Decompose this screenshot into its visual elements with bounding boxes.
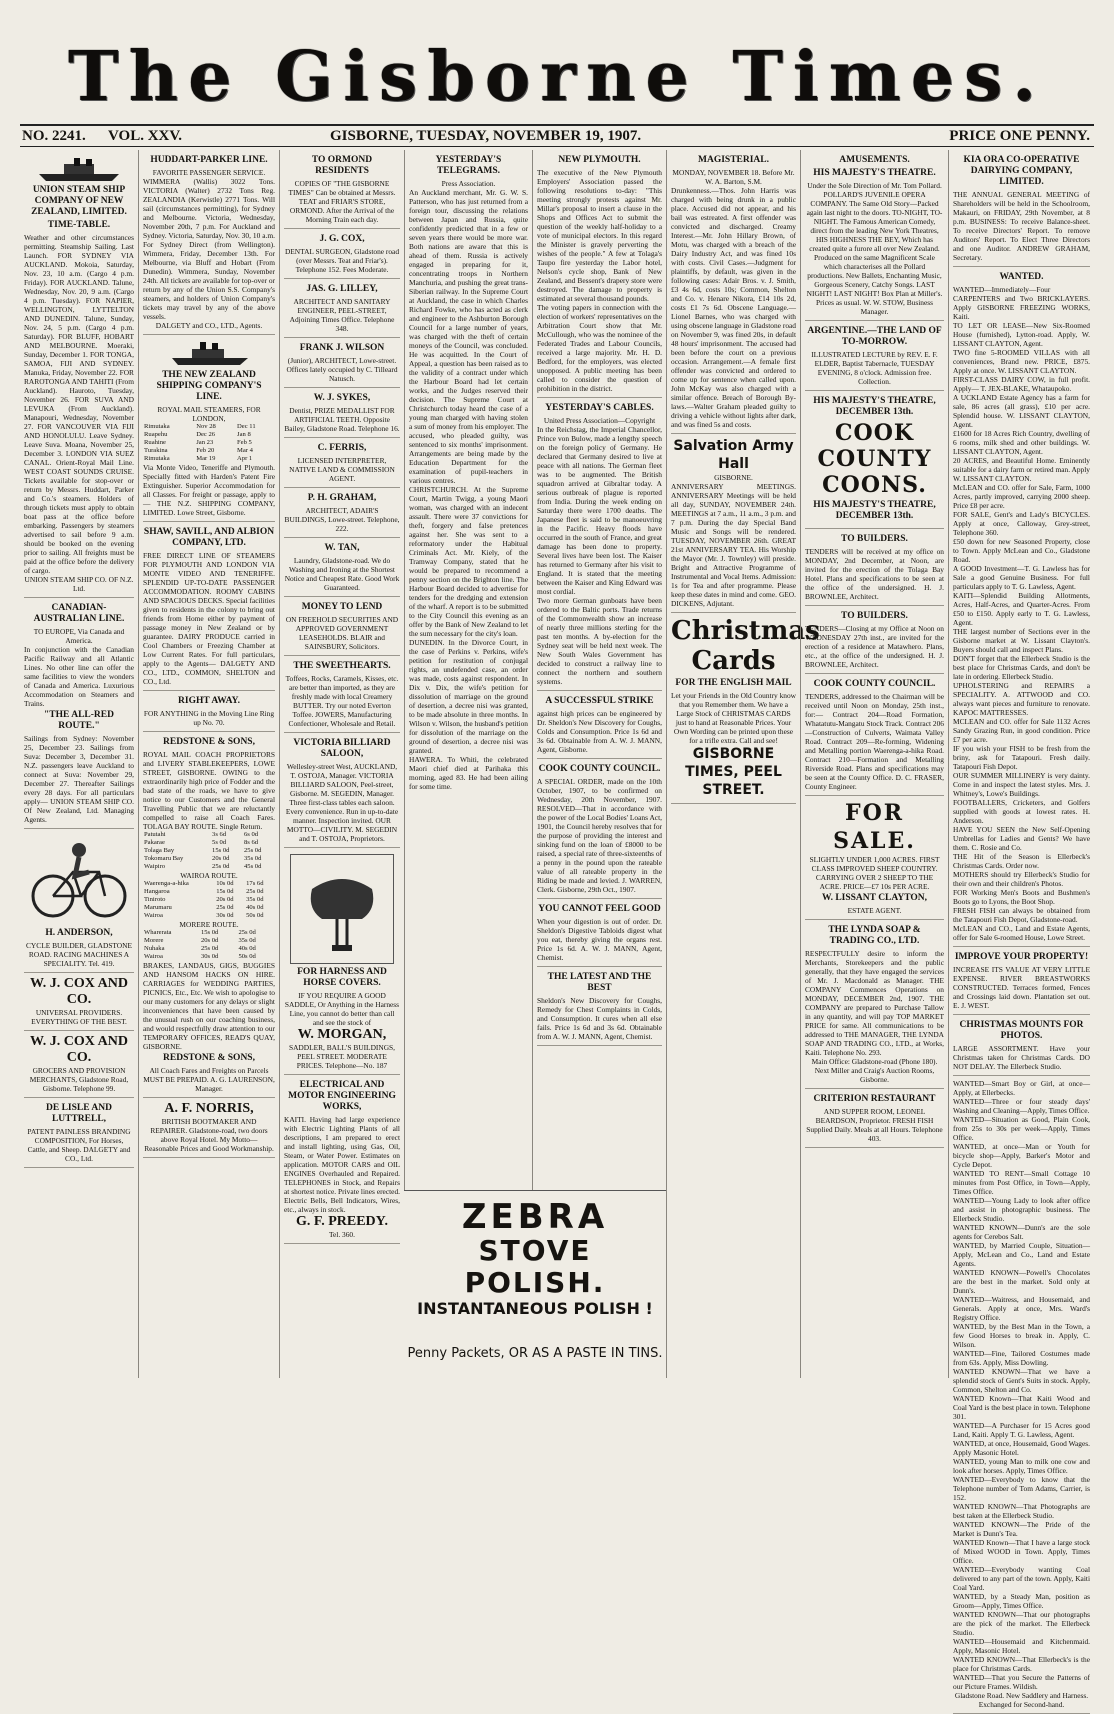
list-item: WANTED, at once—Man or Youth for bicycle shop—Apply, Barker's Motor and Cycle Depot.	[953, 1142, 1090, 1169]
lilley-architect-ad	[284, 279, 400, 338]
sailing-table	[143, 423, 275, 463]
ad-subheading: TO EUROPE, Via Canada and America.	[33, 627, 125, 645]
ad-heading: ELECTRICAL AND MOTOR ENGINEERING WORKS,	[288, 1080, 396, 1112]
table-row: Rimutaka Nov 28 Dec 11	[144, 423, 256, 430]
ad-heading: THE LYNDA SOAP & TRADING CO., LTD.	[828, 925, 921, 946]
norris-bootmaker-ad	[143, 1098, 275, 1158]
ad-body: INCREASE ITS VALUE AT VERY LITTLE EXPENSE. RIVER BREASTWORKS CONSTRUCTED. Terraces formed, Fences and Crossings laid down. Plantation set out. E. J. WEST.	[953, 965, 1090, 1010]
table-row: Waipiro 25s 0d 45s 0d	[144, 863, 262, 870]
redstone-coach-ad	[143, 732, 275, 1098]
table-row: Tiniroto 20s 0d 35s 0d	[144, 896, 264, 903]
table-row: Nuhaka 25s 0d 40s 0d	[144, 945, 256, 952]
list-item: 20 ACRES, and Beautiful Home. Eminently suitable for a dairy farm or retired man. Apply W. LISSANT CLAYTON.	[953, 456, 1090, 483]
article-heading: YESTERDAY'S CABLES.	[545, 403, 654, 413]
list-item: MCLEAN and CO. offer for Sale 1132 Acres Sandy Grazing Run, in good condition. Price £7 per acre.	[953, 717, 1090, 744]
ad-body: AND SUPPER ROOM, LEONEL BEARDSON, Proprietor. FRESH FISH Supplied Daily. Meals at all Hours. Telephone 403.	[806, 1107, 943, 1143]
improve-property-ad	[953, 947, 1090, 1015]
section-heading: WANTED.	[999, 272, 1044, 282]
ad-body: SLIGHTLY UNDER 1,000 ACRES. FIRST CLASS IMPROVED SHEEP COUNTRY. CARRYING OVER 2 SHEEP TO THE ACRE. PRICE—£7 10s PER ACRE.	[809, 855, 940, 891]
list-item: WANTED—That you Secure the Patterns of our Picture Frames. Wildish.	[953, 1673, 1090, 1691]
notice-heading: KIA ORA CO-OPERATIVE DAIRYING COMPANY, LIMITED.	[963, 155, 1080, 187]
list-item: FIRST-CLASS DAIRY COW, in full profit. Apply— T. JEX-BLAKE, Whataupoko.	[953, 375, 1090, 393]
list-item: WANTED—Situation as Good, Plain Cook, from 25s to 30s per week—Apply, Times Office.	[953, 1115, 1090, 1142]
ad-body: SADDLER, BALL'S BUILDINGS, PEEL STREET. MODERATE PRICES. Telephone—No. 187	[288, 1043, 396, 1070]
ad-heading: H. ANDERSON,	[45, 928, 113, 938]
ad-heading: MONEY TO LEND	[301, 602, 383, 612]
ad-heading: JAS. G. LILLEY,	[306, 284, 378, 294]
bicycle-icon	[24, 834, 134, 926]
ad-heading: W. J. COX AND CO.	[30, 1034, 128, 1065]
list-item: A UCKLAND Estate Agency has a farm for sale, 86 acres (all grass), £10 per acre. Splendid house. W. LISSANT CLAYTON, Agent.	[953, 393, 1090, 429]
ad-heading: SHAW, SAVILL, AND ALBION COMPANY, LTD.	[143, 527, 275, 548]
ad-body: ARCHITECT AND SANITARY ENGINEER, PEEL-STREET, Adjoining Times Office. Telephone 348.	[289, 297, 395, 333]
argentine-lecture-ad	[805, 321, 944, 391]
amusements-section	[805, 150, 944, 321]
ad-heading: P. H. GRAHAM,	[307, 493, 377, 503]
list-item: WANTED, by Married Couple, Situation—Apply, McLean and Co., Land and Estate Agents.	[953, 1241, 1090, 1268]
table-row: Turakina Feb 20 Mar 4	[144, 447, 253, 454]
cables-article	[537, 398, 662, 691]
ad-body: In conjunction with the Canadian Pacific Railway and all Atlantic Lines. No other line can offer the same facilities to view the wonders of Canada and America. Luxurious Accommodation on Steamers and Trains.	[24, 645, 134, 708]
kia-ora-notice	[953, 150, 1090, 267]
ad-body: PATENT PAINLESS BRANDING COMPOSITION, For Horses, Cattle, and Sheep. DALGETY and CO., Ltd.	[27, 1127, 131, 1163]
ad-body: When your digestion is out of order. Dr. Sheldon's Digestive Tabloids digest what you eat, thereby giving the organs rest. Price 1s 6d. A. W. J. MANN, Agent, Chemist.	[537, 917, 662, 962]
ad-body: Dentist, PRIZE MEDALLIST FOR ARTIFICIAL TEETH. Opposite Bailey, Gladstone Road. Telephone 16.	[284, 406, 400, 433]
ad-heading: DE LISLE AND LUTTRELL,	[46, 1103, 112, 1124]
table-row: Hangaroa 15s 0d 25s 0d	[144, 888, 264, 895]
ad-body: WIMMERA (Wallis) 3022 Tons. VICTORIA (Walter) 2732 Tons Reg. ZEALANDIA (Kerwistle) 2771 Tons. Will sail (circumstances permitting), for Sydney and Melbourne. Victoria, Wednesday, November 20th, 7 p.m. For Auckland and Sydney. Victoria, Saturday, Nov. 30, 10 a.m. For Sydney Direct (from Wellington). Wimmera, Friday, December 13th. For Melbourne, via Bluff and Hobart (From Dunedin). Wimmera, Sunday, November 24th. All tickets are available for top-over or return by any of the Union S.S. Company's steamers, and holders of Union Company's tickets may travel by any of the above vessels.	[143, 177, 275, 321]
ad-heading: CHRISTMAS MOUNTS FOR PHOTOS.	[959, 1020, 1084, 1041]
list-item: THE Hit of the Season is Ellerbeck's Christmas Cards. Order now.	[953, 852, 1090, 870]
list-item: WANTED—Smart Boy or Girl, at once—Apply, at Ellerbecks.	[953, 1079, 1090, 1097]
list-item: WANTED—Immediately—Four CARPENTERS and Two BRICKLAYERS. Apply GISBORNE FREEZING WORKS, Kaiti.	[953, 285, 1090, 321]
ad-body: Main Office: Gladstone-road (Phone 180). Next Miller and Craig's Auction Rooms, Gisborne.	[811, 1057, 938, 1084]
ad-body: Tel. 360.	[329, 1230, 355, 1239]
table-row: Ruapehu Dec 26 Jan 8	[144, 431, 251, 438]
cook-county-coons-ad	[805, 391, 944, 529]
ad-heading: RIGHT AWAY.	[178, 696, 240, 706]
list-item: WANTED KNOWN—That our photographs are the pick of the market. The Ellerbeck Studio.	[953, 1610, 1090, 1637]
ad-heading: HIS MAJESTY'S THEATRE.	[813, 168, 936, 178]
christmas-cards-ad	[671, 613, 820, 804]
list-item: WANTED—Fine, Tailored Costumes made from 63s. Apply, Miss Dowling.	[953, 1349, 1090, 1367]
list-item: WANTED Known—That I have a large stock of Mixed WOOD in Town. Apply, Times Office.	[953, 1538, 1090, 1565]
ad-heading: G. F. PREEDY.	[296, 1214, 388, 1229]
ad-body: TENDERS—Closing at my Office at Noon on WEDNESDAY 27th inst., are invited for the erection of a residence at Matawhero. Plans, etc., at the office of the undersigned. H. J. BROWNLEE, Architect.	[805, 624, 944, 669]
notice-body: A SPECIAL ORDER, made on the 10th October, 1907, to be confirmed on Wednesday, 20th November, 1907. RESOLVED—That in accordance with the power of the Local Bodies' Loans Act, 1901, the Council hereby resolves that for the purpose of providing the interest and sinking fund on the loan of £8000 to be raised, a special rate of three-sixteenths of a penny in the pound upon the rateable value of all rateable property in the Riding be made and levied. J. WARREN, Clerk. Gisborne, 29th Oct., 1907.	[537, 777, 662, 894]
ad-body: Under the Sole Direction of Mr. Tom Pollard. POLLARD'S JUVENILE OPERA COMPANY. The Same Old Story—Packed again last night to the doors. TO-NIGHT, TO-NIGHT. The Famous American Comedy, direct from the leading New York Theatres, HIS HIGHNESS THE BEY, Which has created quite a furore all over New Zealand. Produced on the same Magnificent Scale which characterises all the Pollard productions. New Ballets, Enchanting Music, Gorgeous Scenery, Catchy Songs. LAST NIGHT! LAST NIGHT! Box Plan at Miller's. Prices as usual. W. W. STOW, Business Manager.	[806, 181, 943, 316]
ad-body: against high prices can be engineered by Dr. Sheldon's New Discovery for Coughs, Colds and Consumption. Price 1s 6d and 3s 6d. Obtainable from A. W. J. MANN, Agent, Gisborne.	[537, 709, 662, 754]
ad-heading: W. MORGAN,	[297, 1027, 387, 1042]
union-steam-ad	[24, 150, 134, 598]
table-row: Wairoa 30s 0d 50s 0d	[144, 953, 256, 960]
table-row: Marumaru 25s 0d 40s 0d	[144, 904, 264, 911]
for-sale-ad	[805, 796, 944, 920]
ad-tagline: INSTANTANEOUS POLISH !	[417, 1299, 653, 1318]
ad-body: ROYAL MAIL COACH PROPRIETORS and LIVERY STABLEKEEPERS, LOWE STREET, GISBORNE. OWING to the extraordinarily high price of Fodder and the bad state of the roads, we have to give notice to our Customers and the General Travelling Public that we are reluctantly compelled to raise all Coach Fares. TOLAGA BAY ROUTE. Single Return.	[143, 750, 275, 831]
ad-heading: IMPROVE YOUR PROPERTY!	[954, 952, 1089, 962]
steamship-icon	[24, 155, 134, 183]
ad-heading: W. J. SYKES,	[313, 393, 371, 403]
table-row: Ruahine Jan 23 Feb 5	[144, 439, 252, 446]
article-body: CHRISTCHURCH. At the Supreme Court, Martin Twigg, a young Maori woman, was charged with an indecent assault. There were 37 convictions for theft, forgery and false pretences against her. She was sent to a reformatory under the Habitual Criminals Act. Mr. Kiely, of the Tramway Company, stated that he would be prepared to recommend a penny section on the Brighton line. The Harbour Board decided to advertise for tenders for the dredging and extension of the wharf. A report is to be submitted to the City Council this evening as an offer by the Bank of New Zealand to let the sum necessary for the city's loan.	[409, 485, 528, 638]
cannot-feel-good-ad	[537, 899, 662, 967]
list-item: WANTED KNOWN—Dunn's are the sole agents for Cerebos Salt.	[953, 1223, 1090, 1241]
ad-body: KAITI. Having had large experience with Electric Lighting Plants of all descriptions, I am prepared to erect and install lighting, using Gas, Oil, Steam, or Water Power. Estimates on application. MOTOR CARS and OIL ENGINES Overhauled and Repaired. TELEPHONES in Stock, and Repairs at shortest notice. Private lines erected. Electric Bells, Bell Indicators, Wires, etc., always in stock.	[284, 1115, 400, 1214]
list-item: TO LET OR LEASE—New Six-Roomed House (furnished), Lytton-road. Apply, W. LISSANT CLAYTON, Agent.	[953, 321, 1090, 348]
list-item: FOOTBALLERS, Cricketers, and Golfers supplied with goods at lowest rates. H. Anderson.	[953, 798, 1090, 825]
article-body: In the Reichstag, the Imperial Chancellor, Prince von Bulow, made a lengthy speech on the foreign policy of Germany. He declared that Germany desired to live at peace with all nations. The German fleet was to be augmented. The British squadron arrived at Gibraltar today. A serious outbreak of plague is reported from India. During the week ending on Saturday there were 1700 deaths. The Japanese fleet is said to be manoeuvring in the Pacific. Heavy floods have occurred in the south of France, and great damage has been done to property. Several lives have been lost. The Kaiser has returned to Germany after his visit to England. It is stated that the meeting between the Kaiser and King Edward was most cordial.	[537, 425, 662, 596]
list-item: WANTED—A Purchaser for 15 Acres good Land, Kaiti. Apply T. G. Lawless, Agent.	[953, 1421, 1090, 1439]
article-heading: NEW PLYMOUTH.	[558, 155, 641, 165]
columns	[20, 150, 1094, 1709]
ad-heading: C. FERRIS,	[317, 443, 367, 453]
builders-tender-ad	[805, 529, 944, 606]
cox-dental-ad	[284, 229, 400, 279]
list-item: WANTED—Housemaid and Kitchenmaid. Apply, Masonic Hotel.	[953, 1637, 1090, 1655]
new-plymouth-article	[537, 150, 662, 398]
cox-grocers-ad	[24, 1031, 134, 1098]
builders-tender-ad-2	[805, 606, 944, 674]
issue-date: GISBORNE, TUESDAY, NOVEMBER 19, 1907.	[330, 128, 642, 144]
list-item: WANTED, by the Best Man in the Town, a few Good Horses to break in. Apply, C. Wilson.	[953, 1322, 1090, 1349]
article-body: The executive of the New Plymouth Employers' Association passed the following resolutions to-day: "This meeting strongly protests against Mr. Millar's proposal to insert a clause in the Shops and Offices Act to submit the question of the weekly half-holiday to a vote of municipal electors. In this regard the Minister is gravely perverting the wishes of the people." A few at Tolaga's Taupo fire yesterday the Labor hotel, Nelson's cycle shop, Bank of New Zealand, and Bessent's drapery store were destroyed. The damage to property is estimated at several thousand pounds.	[537, 168, 662, 303]
article-body: Drunkenness.—Thos. John Harris was charged with being drunk in a public place. Accused did not appear, and his bail was estreated. A first offender was convicted and discharged. Creamy Interest.—Mr. John Hillary Brown, of Motu, was charged with a breach of the Dairy Industry Act, and was fined 10s with costs. Civil Cases.—Judgment for plaintiffs, by default, was given in the following cases: Adair Bros. v. J. Smith, £3 4s 6d, costs 10s; Common, Shelton and Co. v. Henare Nikora, £14 10s 2d, costs £1 7s 6d. Obscene Language.—Lionel Barnes, who was charged with using obscene language in Gladstone road on November 9, was fined 20s, in default 48 hours' imprisonment. The accused had been before the court on a previous occasion. Arrangement.—A female first offender was convicted and ordered to come up for sentence when called upon. John McKay was also charged with a similar offence. Breach of Borough By-laws.—Walter Graham pleaded guilty to driving a vehicle without lights after dark, and was fined 5s and costs.	[671, 186, 796, 429]
fare-table-tolaga	[143, 831, 275, 871]
ad-heading: REDSTONE & SONS,	[163, 737, 255, 747]
ad-heading: Salvation Army Hall	[673, 438, 794, 472]
list-item: WANTED KNOWN—That Photographs are best taken at the Ellerbeck Studio.	[953, 1502, 1090, 1520]
list-item: WANTED TO RENT—Small Cottage 10 minutes from Post Office, in Town—Apply, Times Office.	[953, 1169, 1090, 1196]
ad-body: DENTAL SURGEON, Gladstone road (over Messrs. Teat and Friar's). Telephone 152. Fees Moderate.	[284, 247, 400, 274]
electrical-works-ad	[284, 1075, 400, 1244]
list-item: IF you wish your FISH to be fresh from the briny, ask for Tatapouri. Fresh daily. Tatapouri Fish Depot.	[953, 744, 1090, 771]
ad-body: FREE DIRECT LINE OF STEAMERS FOR PLYMOUTH AND LONDON VIA MONTE VIDEO AND TENERIFFE. SPLENDID UP-TO-DATE PASSENGER ACCOMMODATION. ROOMY CABINS AND SPACIOUS DECKS. Special facilities given to residents in the colony to bring out friends from Home either by payment of passage money in New Zealand or by guarantee. DAIRY PRODUCE carried in Cool Chambers or Freezing Chamber at Low Current Rates. For full particulars, apply to the Agents— DALGETY AND CO., LTD., COMMON, SHELTON and CO., Ltd.	[143, 551, 275, 686]
volume-number: VOL. XXV.	[108, 128, 183, 144]
list-item: FOR SALE, Gent's and Lady's BICYCLES. Apply at once, Calloway, Grey-street, Telephone 360.	[953, 510, 1090, 537]
column-3	[279, 150, 404, 1378]
price: PRICE ONE PENNY.	[949, 128, 1090, 144]
ad-body: ILLUSTRATED LECTURE by REV. E. F. ELDER, Baptist Tabernacle, TUESDAY EVENING, 8 o'clock. Admission free. Collection.	[811, 350, 938, 386]
cox-universal-ad	[24, 973, 134, 1031]
ferris-interpreter-ad	[284, 438, 400, 488]
list-item: £1600 for 18 Acres Rich Country, dwelling of 6 rooms, milk shed and other buildings. W. LISSANT CLAYTON, Agent.	[953, 429, 1090, 456]
list-item: TWO fine 5-ROOMED VILLAS with all conveniences, Brand new. PRICE, £875. Apply at once. W. LISSANT CLAYTON.	[953, 348, 1090, 375]
list-item: WANTED, at once, Housemaid, Good Wages. Apply Masonic Hotel.	[953, 1439, 1090, 1457]
issue-number: NO. 2241.	[22, 128, 86, 144]
ad-heading: THE NEW ZEALAND SHIPPING COMPANY'S LINE.	[156, 370, 262, 402]
ad-body: Toffees, Rocks, Caramels, Kisses, etc. are better than imported, as they are freshly made with local Creamery BUTTER. Try our noted Everton Toffee. JOWERS, Manufacturing Confectioner, Wholesale and Retail.	[285, 674, 399, 728]
ad-subheading: FOR THE ENGLISH MAIL	[675, 678, 792, 688]
ad-subheading: "THE ALL-RED ROUTE."	[44, 710, 114, 731]
christmas-mounts-ad	[953, 1015, 1090, 1076]
ad-body: Laundry, Gladstone-road. We do Washing and Ironing at the Shortest Notice and Cheapest Rate. Good Work Guaranteed.	[284, 556, 400, 592]
table-row: Morere 20s 0d 35s 0d	[144, 937, 256, 944]
article-body: Two more German gunboats have been ordered to the Baltic ports. Trade returns of the Commonwealth show an increase of nearly three millions sterling for the past ten months. A by-election for the Sydney seat will be held next week. The New South Wales Government has decided to construct a railway line to connect the northern and southern systems.	[537, 596, 662, 686]
graham-architect-ad	[284, 488, 400, 538]
ad-body: Via Monte Video, Teneriffe and Plymouth. Specially fitted with Harden's Patent Fire Extinguisher. Superior Accommodation for all Classes. For freight or passage, apply to— THE N.Z. SHIPPING COMPANY, LIMITED. Lowe Street, Gisborne.	[143, 463, 275, 517]
table-row: Wairoa 30s 0d 50s 0d	[144, 912, 264, 919]
ad-heading: TO ORMOND RESIDENTS	[311, 155, 373, 176]
route-heading: WAIROA ROUTE.	[180, 871, 238, 880]
list-item: WANTED, by a Steady Man, position as Groom—Apply, Times Office.	[953, 1592, 1090, 1610]
list-item: WANTED KNOWN—The Pride of the Market is Dunn's Tea.	[953, 1520, 1090, 1538]
ad-heading: Christmas Cards	[671, 616, 820, 676]
ad-body: GROCERS AND PROVISION MERCHANTS, Gladstone Road, Gisborne. Telephone 99.	[29, 1066, 129, 1093]
ad-heading: CANADIAN-AUSTRALIAN LINE.	[33, 603, 125, 624]
ad-heading: CRITERION RESTAURANT	[813, 1094, 936, 1104]
table-row: Patutahi 3s 6d 6s 0d	[144, 831, 259, 838]
ad-subheading: TIME-TABLE.	[47, 220, 111, 230]
list-item: FRESH FISH can always be obtained from the Tatapouri Fish Depot, Gladstone-road.	[953, 906, 1090, 924]
ad-body: Sheldon's New Discovery for Coughs, Remedy for Chest Complaints in Colds, and Consumption. It cures when all else fails. Price 1s 6d and 3s 6d. Obtainable from A. W. J. MANN, Agent, Chemist.	[537, 996, 662, 1041]
zebra-polish-ad	[404, 1190, 666, 1378]
table-row: Wharerata 15s 0d 25s 0d	[144, 929, 256, 936]
successful-strike-ad	[537, 691, 662, 759]
column-6	[666, 150, 820, 1378]
ad-heading: W. J. COX AND CO.	[30, 976, 128, 1007]
ad-body: ANNIVERSARY MEETINGS. ANNIVERSARY Meetings will be held all day, SUNDAY, NOVEMBER 24th. MEETINGS at 7 a.m., 11 a.m., 3 p.m. and 7 p.m. During the day Special Band Music and Songs will be rendered. TUESDAY, NOVEMBER 26th. GREAT 21st ANNIVERSARY TEA. His Worship the Mayor (Mr. J. Townley) will preside. Bright and Attractive Programme of Instrumental and Vocal Items. Admission: 1s for Tea and after programme. Please keep these dates in mind and come. GEO. DICKENS, Adjutant.	[671, 482, 796, 608]
ad-heading: A. F. NORRIS,	[164, 1101, 254, 1116]
article-subheading: United Press Association—Copyright	[543, 416, 656, 425]
ad-heading: THE LATEST AND THE BEST	[547, 972, 652, 993]
route-heading: MORERE ROUTE.	[179, 920, 239, 929]
anderson-cycle-ad	[24, 829, 134, 973]
ad-heading: J. G. COX,	[319, 234, 365, 244]
list-item: WANTED Known—That Kaiti Wood and Coal Yard is the best place in town. Telephone 301.	[953, 1394, 1090, 1421]
article-heading: MAGISTERIAL.	[698, 155, 769, 165]
notice-body: THE ANNUAL GENERAL MEETING of Shareholders will be held in the Schoolroom, Makauri, on FRIDAY, 29th November, at 8 p.m. BUSINESS: To receive Balance-sheet. To receive Directors' Report. To remove Auditors' Report. To Elect Three Directors and one Auditor. ANDREW GRAHAM, Secretary.	[953, 190, 1090, 262]
list-item: WANTED KNOWN—That Ellerbeck's is the place for Christmas Cards.	[953, 1655, 1090, 1673]
money-to-lend-ad	[284, 597, 400, 656]
ad-body: UNIVERSAL PROVIDERS. EVERYTHING OF THE BEST.	[31, 1008, 127, 1026]
list-item: WANTED KNOWN—That we have a splendid stock of Gent's Suits in stock. Apply, Common, Shelton and Co.	[953, 1367, 1090, 1394]
list-item: UPHOLSTERING and REPAIRS a SPECIALITY. A. ATTWOOD and CO. always want pieces and furniture to renovate. KAPOC MATTRESSES.	[953, 681, 1090, 717]
ad-body: BRITISH BOOTMAKER AND REPAIRER. Gladstone-road, two doors above Royal Hotel. My Motto— Reasonable Prices and Good Workmanship.	[144, 1117, 274, 1153]
list-item: WANTED KNOWN—Powell's Chocolates are the best in the market. Sold only at Dunn's.	[953, 1268, 1090, 1295]
notice-heading: COOK COUNTY COUNCIL.	[813, 679, 936, 689]
article-body: The voting papers in connection with the election of workers' representatives on the Arbitration Court show that Mr. McCullough, who was the nominee of the Federated Trades and Labour Councils, received a large majority. Mr. H. D. Bedford, for the employers, was elected unopposed. A public meeting has been called to consider the question of prohibition in the district.	[537, 303, 662, 393]
fare-table-morere	[143, 929, 275, 961]
column-1	[20, 150, 138, 1378]
ad-heading: VICTORIA BILLIARD SALOON,	[293, 738, 391, 759]
sweethearts-ad	[284, 656, 400, 733]
lynda-soap-ad	[805, 920, 944, 1089]
ad-body: TENDERS will be received at my office on MONDAY, 2nd December, at Noon, are invited for the erection of the Tolaga Bay Hotel. Plans and specifications to be seen at the office of the undersigned. H. J. BROWNLEE, Architect.	[805, 547, 944, 601]
article-heading: YESTERDAY'S TELEGRAMS.	[435, 155, 502, 176]
ad-body: CYCLE BUILDER, GLADSTONE ROAD. RACING MACHINES A SPECIALITY. Tel. 419.	[26, 941, 132, 968]
list-item: THE largest number of Sections ever in the Gisborne market at W. Lissant Clayton's. Buyers should call and inspect Plans.	[953, 627, 1090, 654]
ad-signature: W. LISSANT CLAYTON,	[821, 893, 928, 903]
column-2	[138, 150, 279, 1378]
article-body: HAWERA. To Whiti, the celebrated Maori chief died at Parihaka this morning, aged 83. He had been ailing for some time.	[409, 755, 528, 791]
saddle-icon	[290, 854, 394, 964]
list-item: KAITI—Splendid Building Allotments, Acres, Half-Acres, and Quarter-Acres. From £50 to £150. Apply early to T. G. Lawless, Agent.	[953, 591, 1090, 627]
ad-signature: DALGETY and CO., LTD., Agents.	[155, 321, 263, 330]
list-item: McLEAN and CO., Land and Estate Agents, offer for Sale 6-roomed House, Lowe Street.	[953, 924, 1090, 942]
wilson-architect-ad	[284, 338, 400, 388]
list-item: A GOOD Investment—T. G. Lawless has for Sale a good Genuine Business. For full particulars apply to T. G. Lawless, Agent.	[953, 564, 1090, 591]
ad-body: Weather and other circumstances permitting. Steamship Sailing. Last Launch. FOR SYDNEY VIA AUCKLAND. Mokoia, Saturday, Nov. 23, 10 a.m. (Cargo 4 p.m. Friday). FOR AUCKLAND. Talune, Wednesday, Nov. 20, 9 a.m. (Cargo 4 p.m. Tuesday). FOR NAPIER, WELLINGTON, LYTTELTON AND DUNEDIN. Talune, Sunday, Nov. 24, 5 p.m. (Cargo 4 p.m. Saturday). FOR BLUFF, HOBART AND MELBOURNE. Moeraki, Sunday, December 1. FOR TONGA, SAMOA, FIJI AND SYDNEY. Manuka, Friday, November 22. FOR RAROTONGA AND TAHITI (From Auckland). Hauroto, Tuesday, November 26. FOR SUVA AND LEVUKA (From Auckland). Manapouri, Wednesday, November 27. FOR VANCOUVER VIA FIJI AND HONOLULU. Leave Sydney. Leave Suva. Moana, November 25, December 3. LONDON VIA SUEZ CANAL. Orient-Royal Mail Line. WEST COAST SOUNDS CRUISE. Tickets available for stop-over or return by Messrs. Huddart, Parker and Co.'s steamers. Holders of through tickets must apply to obtain boat pass at the office before embarking. Passengers by steamers advertised to sail before 9 a.m. should be booked on the evening prior to sailing. All freights must be paid at the office before the delivery of cargo.	[24, 233, 134, 575]
list-item: OUR SUMMER MILLINERY is very dainty. Come in and inspect the latest styles. Mrs. J. Whitney's, Lowe's Buildings.	[953, 771, 1090, 798]
list-item: WANTED, young Man to milk one cow and look after horses. Apply, Times Office.	[953, 1457, 1090, 1475]
ad-subheading: ROYAL MAIL STEAMERS, FOR LONDON,	[157, 405, 261, 423]
tan-laundry-ad	[284, 538, 400, 597]
ad-heading: HIS MAJESTY'S THEATRE, DECEMBER 13th.	[813, 500, 936, 521]
wanted-right-column	[953, 1076, 1090, 1714]
right-away-ad	[143, 691, 275, 732]
section-heading: AMUSEMENTS.	[839, 155, 910, 165]
ormond-residents-ad	[284, 150, 400, 229]
ad-body: FOR ANYTHING in the Moving Line Ring up No. 70.	[143, 709, 275, 727]
ad-signature: GISBORNE TIMES, PEEL STREET.	[685, 746, 782, 798]
wanted-column	[953, 267, 1090, 947]
ad-body: IF YOU REQUIRE A GOOD SADDLE, Or Anything in the Harness Line, you cannot do better than call and see the stock of	[284, 991, 400, 1027]
telegrams-article	[409, 150, 528, 1192]
list-item: WANTED—Three or four steady days' Washing and Cleaning—Apply, Times Office.	[953, 1097, 1090, 1115]
article-body: An Auckland merchant, Mr. G. W. S. Patterson, who has just returned from a foreign tour, discussing the relations between Japan and Russia, quite confidently predicted that in a few or seven years there would be more war. Both nations are aware that this is ahead of them. Russia is actively engaged in preparing for it, concentrating troops in Northern Manchuria, and pushing the great trans-Siberian railway. In the Supreme Court at Auckland, the case in which Charles Richard Fowke, who has acted as clerk and engineer to the Ashburton Borough Council for a large number of years, was charged with the theft of certain moneys of the Council, was concluded. He was acquitted. In the Court of Appeal, a question has been raised as to the validity of a contract under which the Harbour Board had let certain works, and the Judges reserved their decision. The Supreme Court at Christchurch today heard the case of a young man charged with having stolen a sum of money from his employer. The accused, who pleaded guilty, was sentenced to six months' imprisonment. Arrangements are being made by the Education Department for the examination of pupil-teachers in various centres.	[409, 188, 528, 485]
criterion-restaurant-ad	[805, 1089, 944, 1148]
ad-heading: ZEBRA	[461, 1197, 609, 1237]
ad-body: (Junior), ARCHITECT, Lowe-street. Offices lately occupied by C. Tilleard Natusch.	[286, 356, 398, 383]
fare-table-wairoa	[143, 880, 275, 920]
billiard-saloon-ad	[284, 733, 400, 848]
steamship-icon	[143, 340, 275, 368]
list-item: HAVE YOU SEEN the New Self-Opening Umbrellas for Ladies and Gents? We have them. C. Rosie and Co.	[953, 825, 1090, 852]
ad-body: COPIES OF "THE GISBORNE TIMES" Can be obtained at Messrs. TEAT and FRIAR'S STORE, ORMOND. After the Arrival of the Morning Train each day.	[288, 179, 396, 224]
ad-body: Sailings from Sydney: November 25, December 23. Sailings from Suva: December 3, December 31. N.Z. passengers leave Auckland to connect at Suva: November 29, December 27. Thereafter Sailings every 28 days. For all particulars apply— UNION STEAM SHIP CO. Of New Zealand, Ltd. Managing Agents.	[24, 734, 134, 824]
notice-heading: COOK COUNTY COUNCIL.	[538, 764, 661, 774]
list-item: DON'T forget that the Ellerbeck Studio is the best place for Christmas Cards, and don't be late in ordering. Ellerbeck Studio.	[953, 654, 1090, 681]
masthead: The Gisborne Times.	[68, 37, 1046, 117]
list-item: Gladstone Road. New Saddlery and Harness. Exchanged for Second-hand.	[954, 1691, 1089, 1709]
ad-heading: YOU CANNOT FEEL GOOD	[538, 904, 661, 914]
list-item: WANTED—Everybody to know that the Telephone number of Tom Adams, Carrier, is 152.	[953, 1475, 1090, 1502]
ad-heading: FRANK J. WILSON	[299, 343, 385, 353]
table-row: Rimutaka Mar 19 Apr 1	[144, 455, 253, 462]
ad-body: Wellesley-street West, AUCKLAND, T. OSTOJA, Manager. VICTORIA BILLIARD SALOON, Peel-street, Gisborne. M. SEGEDIN, Manager. Three first-class tables each saloon. Every convenience. Run in up-to-date manner. Inspection invited. OUR MOTTO—CIVILITY. M. SEGEDIN and T. OSTOJA, Proprietors.	[285, 762, 399, 843]
article-subheading: Press Association.	[441, 179, 496, 188]
list-item: £50 down for new Seasoned Property, close to Town. Apply McLean and Co., Gladstone Road.	[953, 537, 1090, 564]
harness-ad	[284, 848, 400, 1075]
ad-signature: UNION STEAM SHIP CO. OF N.Z. Ltd.	[24, 575, 134, 593]
ad-heading: TO BUILDERS.	[841, 611, 908, 621]
ad-heading: ARGENTINE.—THE LAND OF TO-MORROW.	[807, 326, 942, 347]
dateline	[20, 124, 1094, 147]
ad-heading: UNION STEAM SHIP COMPANY OF NEW ZEALAND, LIMITED.	[31, 185, 127, 217]
table-row: Pakarae 5s 0d 8s 6d	[144, 839, 259, 846]
ad-heading: FOR SALE.	[833, 800, 916, 854]
table-row: Tokomaru Bay 20s 0d 35s 0d	[144, 855, 262, 862]
salvation-army-ad	[671, 434, 796, 613]
notice-body: TENDERS, addressed to the Chairman will be received until Noon on Monday, 25th inst., for:— Contract 204—Road Formation, Whatatutu-Mangatu Stock Track. Contract 206—Construction of Culverts, Waimata Valley Road. Contract 209—Re-forming, Widening and Metalling portion Waerenga-a-hika Road. Contract 210—Formation and Metalling Riverside Road. Plans and specifications may be seen at the County Office. D. C. FRASER, County Engineer.	[805, 692, 944, 791]
ad-body: ARCHITECT, ADAIR'S BUILDINGS, Lowe-street. Telephone, 222.	[284, 506, 400, 533]
ad-subheading: GISBORNE.	[714, 473, 753, 482]
shaw-savill-ad	[143, 522, 275, 691]
magisterial-article	[671, 150, 796, 434]
ad-body: BRAKES, LANDAUS, GIGS, BUGGIES AND HANSOM HACKS ON HIRE. CARRIAGES for WEDDING PARTIES, PICNICS, Etc., Etc. We wish to apologise to our many customers for any delays or slight inconveniences that have been caused by the unusual rush on our coaching business, and would respectfully draw attention to our TEMPORARY OFFICES, READ'S QUAY, GISBORNE.	[143, 961, 275, 1051]
article-subheading: MONDAY, NOVEMBER 18. Before Mr. W. A. Barton, S.M.	[672, 168, 795, 186]
column-7	[800, 150, 948, 1378]
list-item: FOR Working Men's Boots and Bushmen's Boots go to Lyons, the Boot Shop.	[953, 888, 1090, 906]
ad-heading: TO BUILDERS.	[841, 534, 908, 544]
list-item: WANTED—Young Lady to look after office and assist in photographic business. The Ellerbeck Studio.	[953, 1196, 1090, 1223]
huddart-parker-ad	[143, 150, 275, 335]
ad-body: LARGE ASSORTMENT. Have your Christmas taken for Christmas Cards. DO NOT DELAY. The Ellerbeck Studio.	[953, 1044, 1090, 1071]
ad-subheading: FAVORITE PASSENGER SERVICE.	[152, 168, 266, 177]
ad-title: COOK COUNTY COONS.	[817, 420, 932, 498]
ad-heading: HIS MAJESTY'S THEATRE, DECEMBER 13th.	[813, 396, 936, 417]
county-council-tenders	[805, 674, 944, 796]
ad-body: ESTATE AGENT.	[847, 906, 902, 915]
nz-shipping-ad	[143, 335, 275, 522]
ad-body: Penny Packets, OR AS A PASTE IN TINS.	[407, 1346, 663, 1361]
ad-heading: REDSTONE & SONS,	[163, 1053, 255, 1063]
delisle-luttrell-ad	[24, 1098, 134, 1168]
ad-heading: W. TAN,	[324, 543, 360, 553]
ad-body: All Coach Fares and Freights on Parcels MUST BE PREPAID. A. G. LAURENSON, Manager.	[143, 1066, 275, 1093]
list-item: MOTHERS should try Ellerbeck's Studio for their own and their children's Photos.	[953, 870, 1090, 888]
ad-heading: THE SWEETHEARTS.	[293, 661, 391, 671]
list-item: WANTED—Waitress, and Housemaid, and Generals. Apply at once, Mrs. Ward's Registry Office.	[953, 1295, 1090, 1322]
ad-heading: HUDDART-PARKER LINE.	[150, 155, 268, 165]
latest-and-best-ad	[537, 967, 662, 1046]
canadian-australian-ad	[24, 598, 134, 829]
list-item: WANTED—Everybody wanting Coal delivered to any part of the town. Apply, Kaiti Coal Yard.	[953, 1565, 1090, 1592]
list-item: McLEAN and CO. offer for Sale, Farm, 1000 Acres, partly improved, carrying 2000 sheep. Price £8 per acre.	[953, 483, 1090, 510]
ad-body: RESPECTFULLY desire to inform the Merchants, Storekeepers and the public generally, that they have engaged the services of Mr. J. Macdonald as Manager. THE COMPANY Commences Operations on MONDAY, DECEMBER 2nd, 1907. THE COMPANY are prepared to Purchase Tallow in any quantity, and will pay TOP MARKET PRICE for same. All communications to be addressed to THE MANAGER, THE LYNDA SOAP AND TRADING CO., LTD., at Works, Kaiti. Telephone No. 293.	[805, 949, 944, 1057]
ad-body: Let your Friends in the Old Country know that you Remember them. We have a Large Stock of CHRISTMAS CARDS just to hand at Reasonable Prices. Your Own Wording can be printed upon these for a trifle extra. Call and see!	[671, 691, 797, 745]
ad-body: LICENSED INTERPRETER, NATIVE LAND & COMMISSION AGENT.	[289, 456, 395, 483]
table-row: Waerenga-a-hika 10s 0d 17s 6d	[144, 880, 264, 887]
ad-subheading: STOVE POLISH.	[464, 1234, 606, 1299]
ad-body: ON FREEHOLD SECURITIES AND APPROVED GOVERNMENT LEASEHOLDS. BLAIR and SAINSBURY, Solicitors.	[285, 615, 399, 651]
county-council-notice	[537, 759, 662, 899]
table-row: Tolaga Bay 15s 0d 25s 0d	[144, 847, 262, 854]
ad-heading: FOR HARNESS AND HORSE COVERS.	[297, 967, 387, 988]
sykes-dentist-ad	[284, 388, 400, 438]
article-body: DUNEDIN. In the Divorce Court, in the case of Perkins v. Perkins, wife's petition for restitution of conjugal rights, an undefended case, an order was made, costs against respondent. In Dix v. Dix, the wife's petition for dissolution of marriage on the ground of desertion, a decree nisi was granted, to be made absolute in three months. In Wilson v. Wilson, the husband's petition for dissolution of the marriage on the ground of desertion, a decree nisi was granted.	[409, 638, 528, 755]
column-8	[948, 150, 1094, 1709]
ad-heading: A SUCCESSFUL STRIKE	[545, 696, 654, 706]
